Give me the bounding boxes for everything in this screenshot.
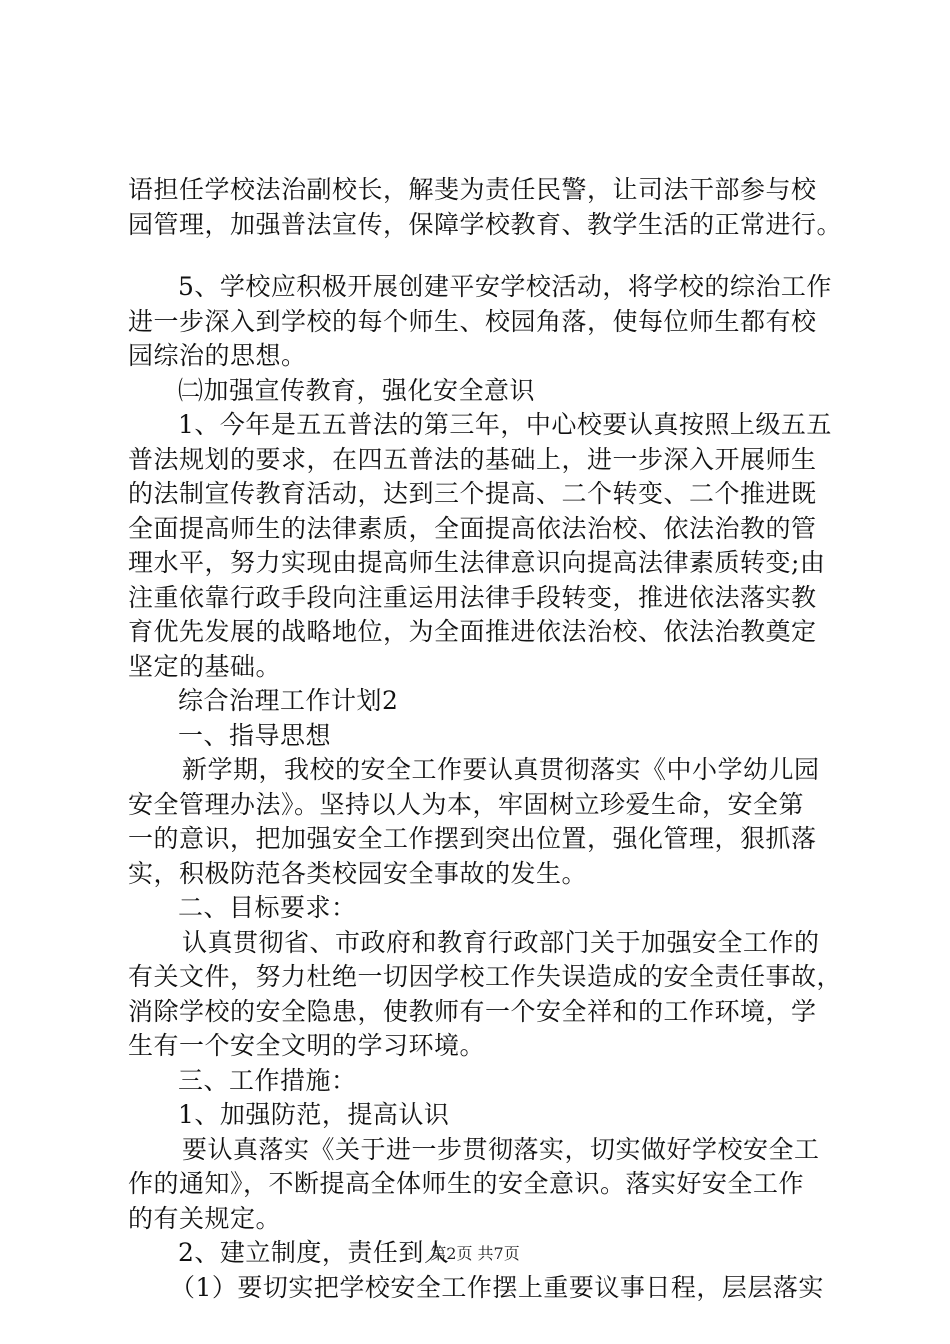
text-line: 注重依靠行政手段向注重运用法律手段转变，推进依法落实教 bbox=[128, 582, 817, 612]
text-line: 语担任学校法治副校长，解斐为责任民警，让司法干部参与校 bbox=[128, 175, 817, 204]
text-line: （1）要切实把学校安全工作摆上重要议事日程，层层落实 bbox=[170, 1272, 824, 1302]
text-line: 进一步深入到学校的每个师生、校园角落，使每位师生都有校 bbox=[128, 306, 817, 336]
text-line: 坚定的基础。 bbox=[128, 651, 282, 681]
section-heading: 二、目标要求： bbox=[178, 893, 357, 922]
text-line: 育优先发展的战略地位，为全面推进依法治校、依法治教奠定 bbox=[128, 617, 817, 646]
text-line: 的有关规定。 bbox=[128, 1203, 282, 1233]
text-line: 新学期，我校的安全工作要认真贯彻落实《中小学幼儿园 bbox=[182, 755, 820, 784]
text-line: 要认真落实《关于进一步贯彻落实，切实做好学校安全工 bbox=[182, 1134, 820, 1164]
section-title: 综合治理工作计划2 bbox=[178, 686, 399, 715]
subsection-heading: 2、建立制度，责任到人 bbox=[178, 1238, 450, 1267]
text-line: 5、学校应积极开展创建平安学校活动，将学校的综治工作 bbox=[178, 272, 832, 301]
text-line: 园管理，加强普法宣传，保障学校教育、教学生活的正常进行。 bbox=[128, 209, 843, 239]
page-number-footer: 第2页 共7页 bbox=[430, 1244, 520, 1263]
text-line: 的法制宣传教育活动，达到三个提高、二个转变、二个推进既 bbox=[128, 479, 817, 508]
paragraph-gap bbox=[128, 242, 840, 270]
text-line: 作的通知》，不断提高全体师生的安全意识。落实好安全工作 bbox=[128, 1169, 805, 1198]
text-line: 安全管理办法》。坚持以人为本，牢固树立珍爱生命，安全第 bbox=[128, 789, 805, 819]
text-line: 实，积极防范各类校园安全事故的发生。 bbox=[128, 858, 588, 888]
text-line: 理水平，努力实现由提高师生法律意识向提高法律素质转变;由 bbox=[128, 548, 826, 577]
text-line: 普法规划的要求，在四五普法的基础上，进一步深入开展师生 bbox=[128, 444, 817, 474]
section-heading: 三、工作措施： bbox=[178, 1065, 357, 1095]
text-line: 全面提高师生的法律素质，全面提高依法治校、依法治教的管 bbox=[128, 513, 817, 543]
text-line: 园综治的思想。 bbox=[128, 341, 307, 370]
text-line: 1、今年是五五普法的第三年，中心校要认真按照上级五五 bbox=[178, 410, 832, 439]
text-line: 一的意识，把加强安全工作摆到突出位置，强化管理，狠抓落 bbox=[128, 824, 817, 853]
text-line: 生有一个安全文明的学习环境。 bbox=[128, 1031, 486, 1060]
document-body bbox=[128, 173, 843, 1305]
text-line: 有关文件，努力杜绝一切因学校工作失误造成的安全责任事故， bbox=[128, 962, 843, 991]
section-heading: 一、指导思想 bbox=[178, 720, 332, 750]
subsection-heading: 1、加强防范，提高认识 bbox=[178, 1100, 450, 1129]
text-line: 消除学校的安全隐患，使教师有一个安全祥和的工作环境，学 bbox=[128, 996, 817, 1026]
section-heading: ㈡加强宣传教育，强化安全意识 bbox=[178, 375, 536, 405]
text-line: 认真贯彻省、市政府和教育行政部门关于加强安全工作的 bbox=[182, 927, 820, 957]
